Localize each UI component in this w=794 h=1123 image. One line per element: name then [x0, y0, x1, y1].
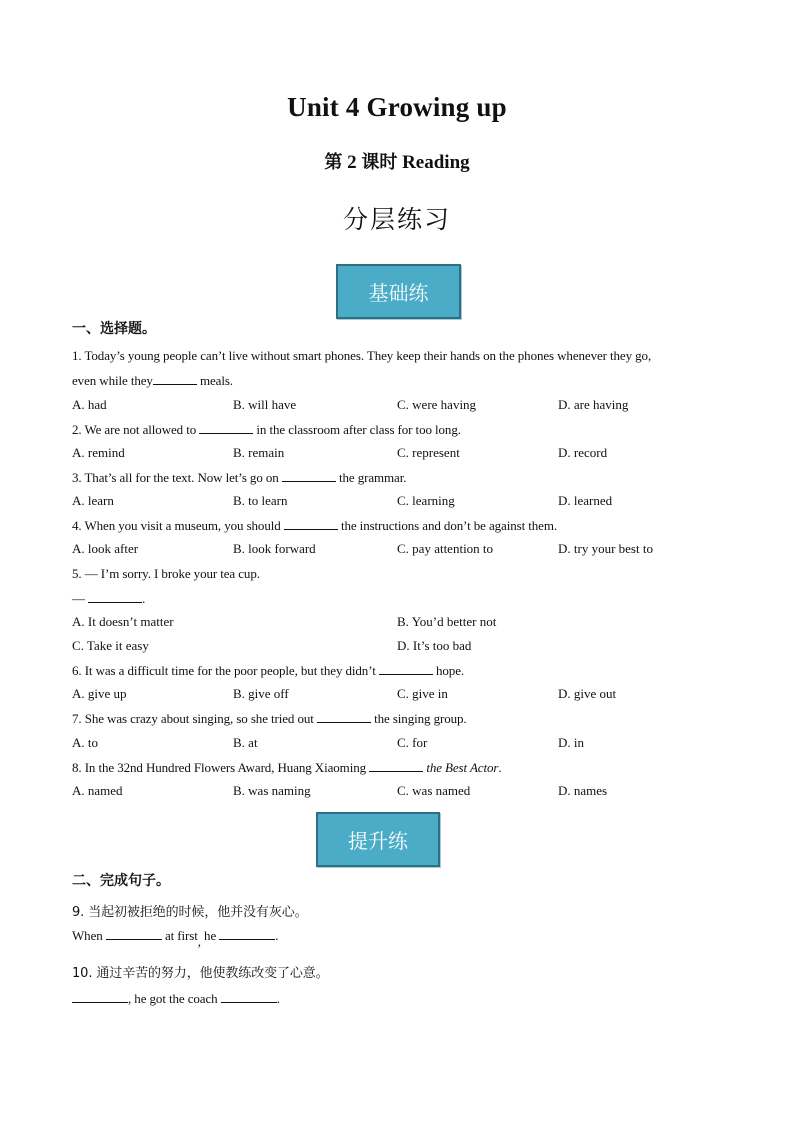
- q4-text-a: 4. When you visit a museum, you should: [72, 518, 284, 533]
- q2-option-a: A. remind: [72, 445, 125, 460]
- q3-option-d: D. learned: [558, 493, 613, 508]
- q9-end: .: [275, 928, 279, 943]
- question-1-line1: 1. Today’s young people can’t live without smart phones. They keep their hands on the phones whenever they go,: [72, 348, 652, 363]
- q7-text-b: the singing group.: [370, 711, 467, 726]
- question-9-chinese: 9. 当起初被拒绝的时候，他并没有灰心。: [72, 905, 308, 920]
- q6-text-b: hope.: [432, 663, 465, 678]
- q8-option-c: C. was named: [397, 783, 471, 798]
- q8-option-a: A. named: [72, 783, 123, 798]
- answer-blank: [221, 990, 277, 1003]
- q9-text-b: at first: [161, 928, 198, 943]
- question-8: [72, 759, 501, 776]
- q4-option-b: B. look forward: [233, 541, 316, 556]
- answer-blank: [317, 710, 371, 723]
- q8-option-b: B. was naming: [233, 783, 311, 798]
- q2-option-d: D. record: [558, 445, 608, 460]
- q2-option-b: B. remain: [233, 445, 285, 460]
- question-9-english: [72, 927, 279, 949]
- q6-option-c: C. give in: [397, 686, 448, 701]
- q9-comma: ,: [197, 934, 201, 949]
- section2-title: 二、完成句子。: [72, 873, 170, 889]
- lesson-suffix: 课时: [361, 152, 398, 173]
- answer-blank: [369, 759, 423, 772]
- q5-end: .: [142, 591, 146, 606]
- question-3: [72, 469, 406, 486]
- q6-option-a: A. give up: [72, 686, 127, 701]
- lesson-subtitle: [0, 148, 794, 174]
- q8-italic-text: the Best Actor: [426, 760, 499, 775]
- q9-text-a: When: [72, 928, 106, 943]
- q1-option-b: B. will have: [233, 397, 297, 412]
- question-10-english: [72, 990, 280, 1007]
- q8-text-a: 8. In the 32nd Hundred Flowers Award, Huang Xiaoming: [72, 760, 370, 775]
- q5-dash: —: [72, 591, 89, 606]
- q6-option-b: B. give off: [233, 686, 289, 701]
- q5-option-c: C. Take it easy: [72, 638, 149, 653]
- q1-option-d: D. are having: [558, 397, 629, 412]
- q10-text-a: , he got the coach: [128, 991, 221, 1006]
- answer-blank: [284, 517, 338, 530]
- q7-text-a: 7. She was crazy about singing, so she tried out: [72, 711, 317, 726]
- question-10-chinese: 10. 通过辛苦的努力，他使教练改变了心意。: [72, 966, 329, 981]
- answer-blank: [379, 662, 433, 675]
- q5-option-b: B. You’d better not: [397, 614, 497, 629]
- q4-option-c: C. pay attention to: [397, 541, 494, 556]
- answer-blank: [88, 590, 142, 603]
- q2-text-b: in the classroom after class for too long.: [253, 422, 461, 437]
- question-2: [72, 421, 461, 438]
- q2-option-c: C. represent: [397, 445, 460, 460]
- q8-end: .: [498, 760, 502, 775]
- q5-option-a: A. It doesn’t matter: [72, 614, 174, 629]
- answer-blank: [72, 990, 128, 1003]
- answer-blank: [219, 927, 275, 940]
- q1-option-a: A. had: [72, 397, 107, 412]
- q3-option-c: C. learning: [397, 493, 455, 508]
- q7-option-c: C. for: [397, 735, 428, 750]
- lesson-prefix: 第: [324, 152, 343, 173]
- question-5-line1: 5. — I’m sorry. I broke your tea cup.: [72, 566, 260, 581]
- q1-text-b: meals.: [196, 373, 233, 388]
- q3-option-a: A. learn: [72, 493, 114, 508]
- question-6: [72, 662, 464, 679]
- q7-option-b: B. at: [233, 735, 258, 750]
- lesson-name: Reading: [402, 152, 470, 173]
- q7-option-d: D. in: [558, 735, 584, 750]
- q4-option-a: A. look after: [72, 541, 139, 556]
- answer-blank: [153, 372, 197, 385]
- q6-option-d: D. give out: [558, 686, 617, 701]
- section1-title: 一、选择题。: [72, 321, 156, 337]
- advanced-practice-badge: 提升练: [316, 812, 440, 867]
- question-1-line2: [72, 372, 233, 389]
- q3-text-b: the grammar.: [335, 470, 407, 485]
- q5-option-d: D. It’s too bad: [397, 638, 472, 653]
- question-7: [72, 710, 467, 727]
- q1-option-c: C. were having: [397, 397, 477, 412]
- q4-option-d: D. try your best to: [558, 541, 653, 556]
- q9-text-c: he: [200, 928, 220, 943]
- q1-text-a: even while they: [72, 373, 153, 388]
- question-5-line2: [72, 590, 145, 607]
- q6-text-a: 6. It was a difficult time for the poor people, but they didn’t: [72, 663, 379, 678]
- answer-blank: [199, 421, 253, 434]
- practice-heading: 分层练习: [342, 205, 451, 234]
- q8-option-d: D. names: [558, 783, 608, 798]
- q7-option-a: A. to: [72, 735, 98, 750]
- q3-text-a: 3. That’s all for the text. Now let’s go on: [72, 470, 282, 485]
- q10-end: .: [276, 991, 280, 1006]
- answer-blank: [106, 927, 162, 940]
- q2-text-a: 2. We are not allowed to: [72, 422, 200, 437]
- page-title: Unit 4 Growing up: [287, 92, 507, 122]
- q4-text-b: the instructions and don’t be against them.: [337, 518, 558, 533]
- lesson-number: 2: [347, 152, 357, 173]
- question-4: [72, 517, 557, 534]
- basic-practice-badge: 基础练: [336, 264, 461, 319]
- q3-option-b: B. to learn: [233, 493, 288, 508]
- answer-blank: [282, 469, 336, 482]
